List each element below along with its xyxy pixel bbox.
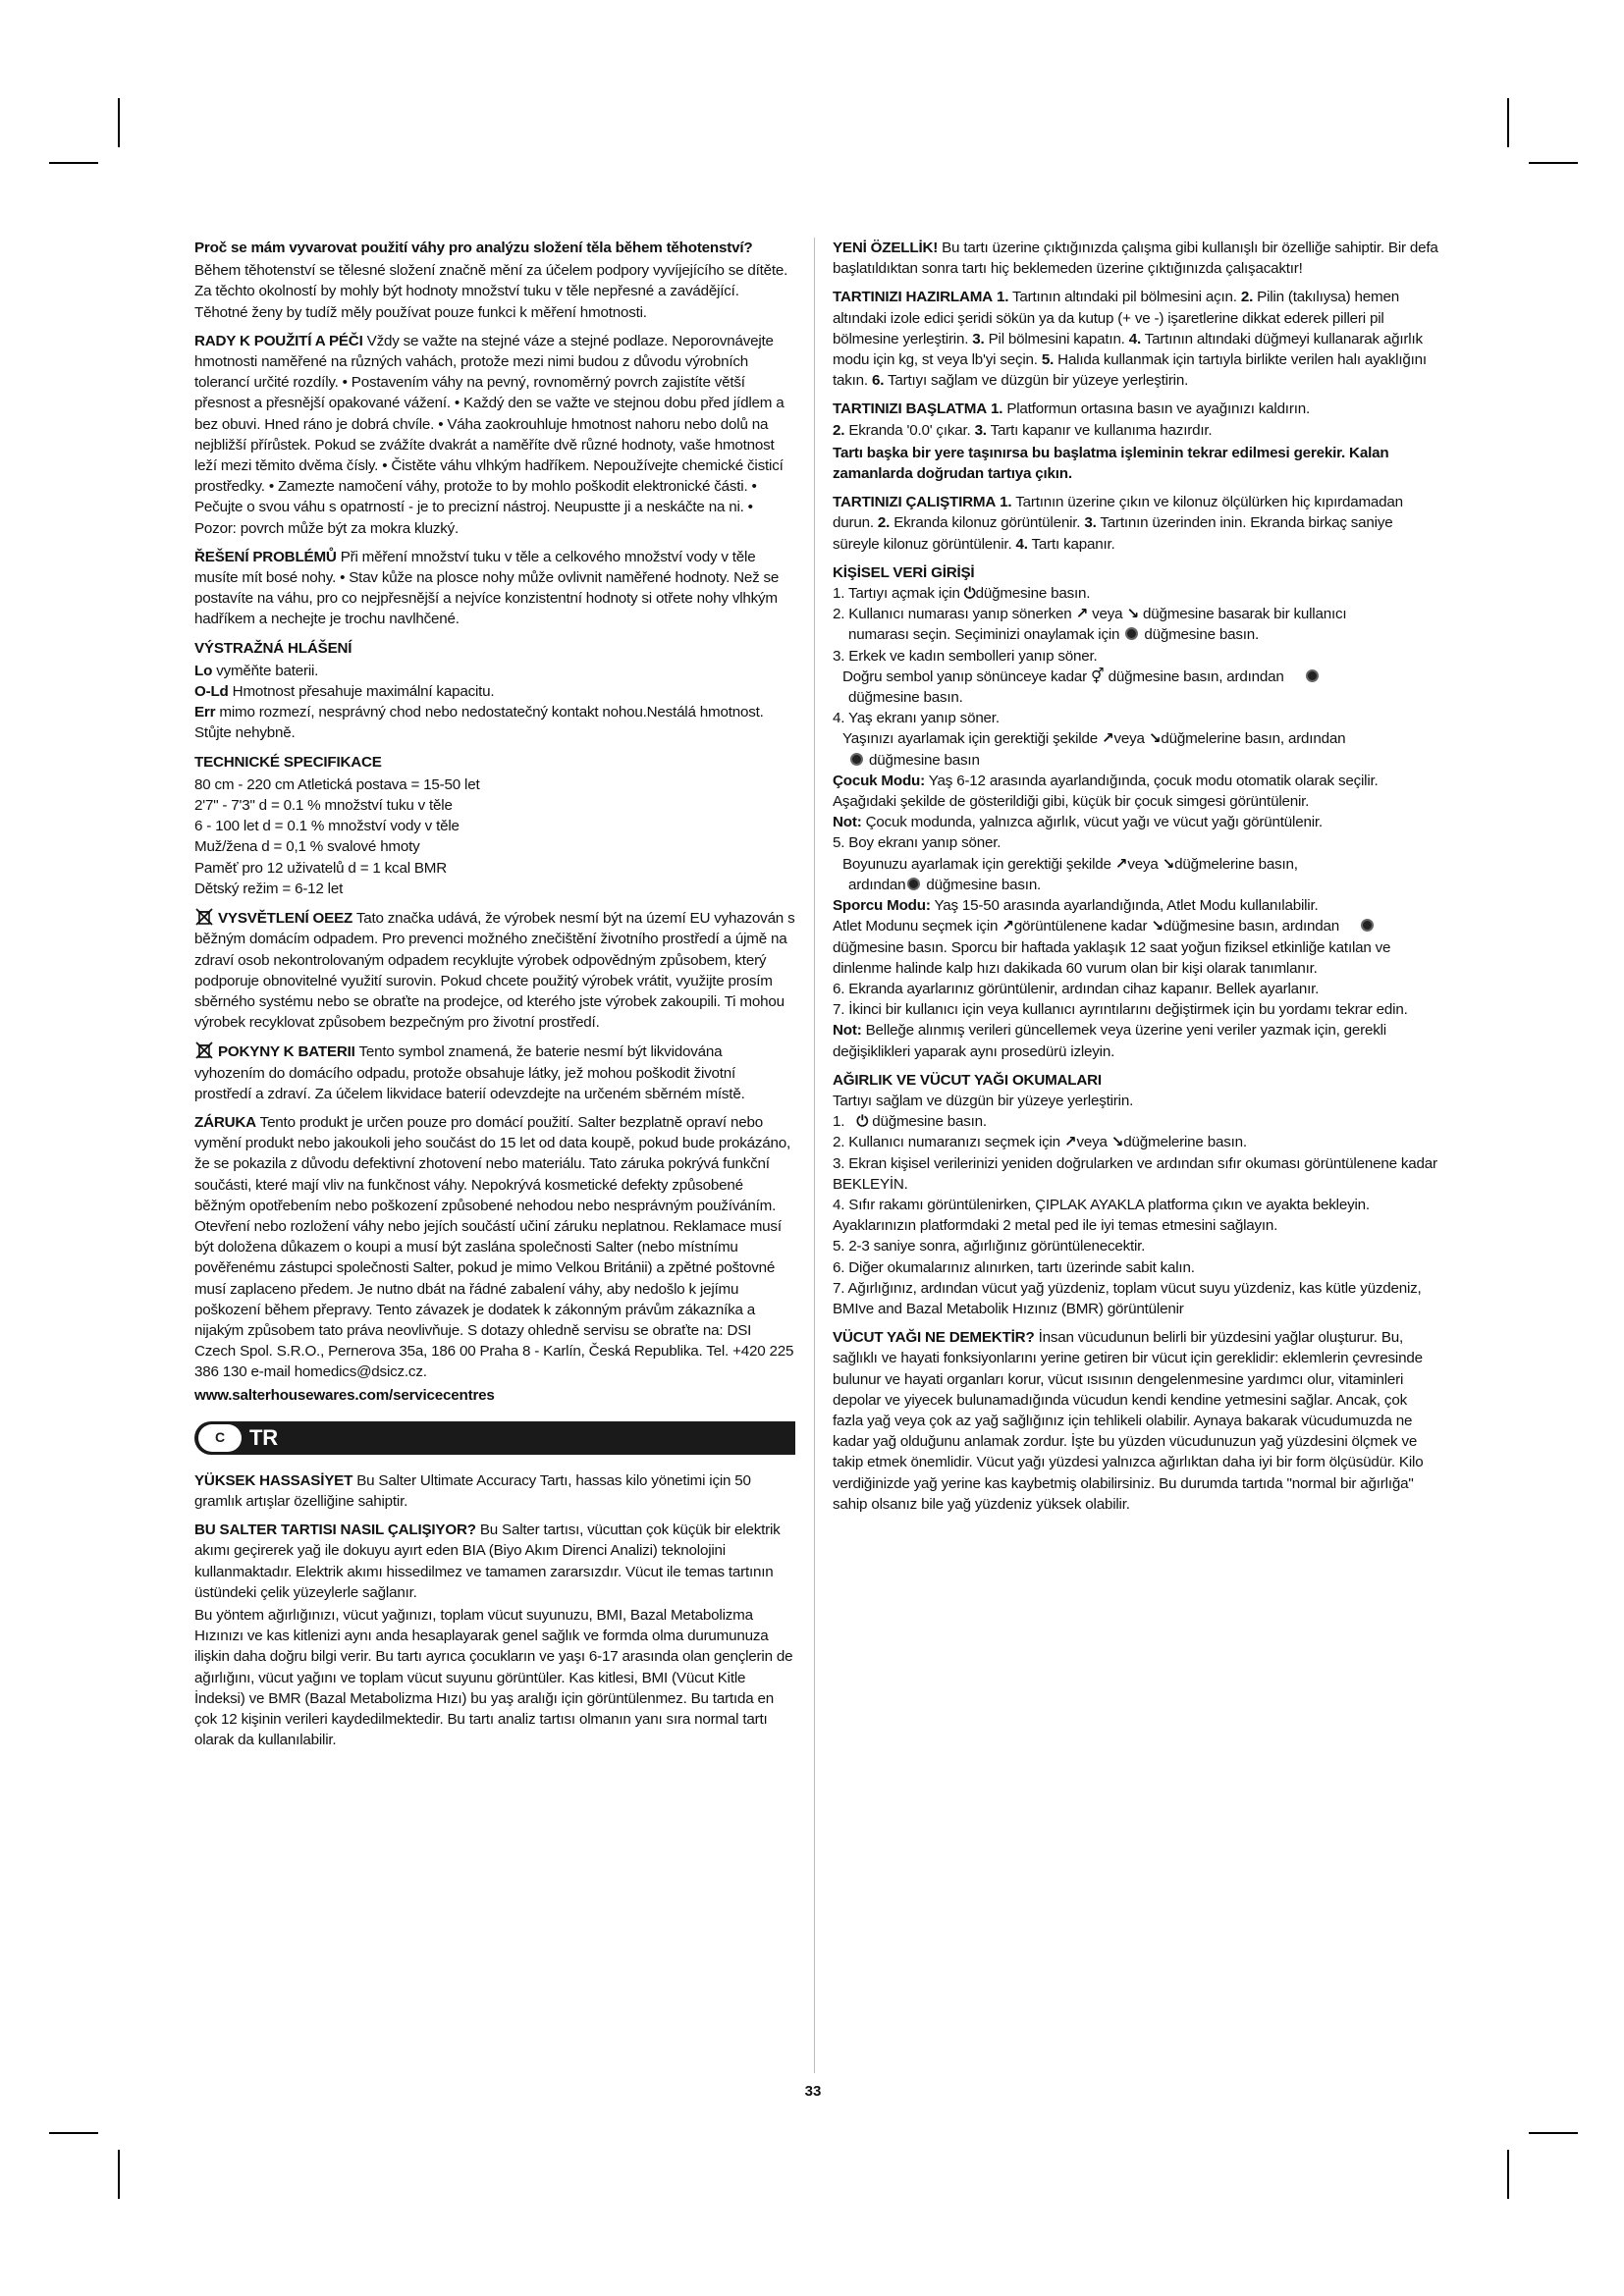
tr-personal-list xyxy=(833,583,1441,771)
personal-step: 3. Erkek ve kadın sembolleri yanıp söner. xyxy=(833,647,1098,665)
step-number: 2. xyxy=(833,421,845,439)
step-text: düğmelerine basın, ardından xyxy=(1161,730,1346,748)
step-number: 1. xyxy=(1000,494,1012,511)
tr-prep-heading: TARTINIZI HAZIRLAMA xyxy=(833,289,993,306)
step-number: 4. xyxy=(1015,535,1028,553)
step-text: 2. Kullanıcı numaranızı seçmek için xyxy=(833,1134,1060,1151)
child-text: Yaş 6-12 arasında ayarlandığında, çocuk modu otomatik olarak seçilir. Aşağıdaki şekilde de gösterildiği gibi, küçük bir çocuk simgesi görüntülenir. xyxy=(833,772,1379,811)
tr-method-text xyxy=(194,1605,795,1750)
tr-readings-heading: AĞIRLIK VE VÜCUT YAĞI OKUMALARI xyxy=(833,1071,1102,1089)
step-number: 1. xyxy=(996,289,1009,306)
set-button-icon xyxy=(1306,669,1319,682)
cz-warranty-section xyxy=(194,1112,795,1383)
readings-step: 6. Diğer okumalarınız alınırken, tartı üzerinde sabit kalın. xyxy=(833,1258,1195,1276)
cz-pregnancy-text: Během těhotenství se tělesné složení značně mění za účelem podpory vyvíjejícího se dítěte. Za těchto okolností by mohly být hodnoty množství tuku v těle nepřesné a zavádějící. Těhotné ženy by tudíž měly používat pouze funkci k měření hmotnosti. xyxy=(194,262,788,321)
step-text: düğmesine basın, ardından xyxy=(1108,667,1284,685)
step-text: Doğru sembol yanıp sönünceye kadar xyxy=(842,667,1088,685)
crop-mark xyxy=(118,2150,120,2199)
set-button-icon xyxy=(1125,627,1138,640)
step-number: 4. xyxy=(1128,330,1142,347)
cz-warranty-heading: ZÁRUKA xyxy=(194,1113,256,1131)
tr-new-heading: YENİ ÖZELLİK! xyxy=(833,240,939,256)
step-text: Yaşınızı ayarlamak için gerektiği şekilde xyxy=(842,730,1098,748)
crop-mark xyxy=(49,2132,98,2134)
right-column xyxy=(833,238,1441,1522)
step-text: veya xyxy=(1127,855,1159,873)
column-divider xyxy=(814,238,815,2073)
crossed-bin-icon xyxy=(194,1041,214,1060)
tr-new-section xyxy=(833,238,1441,279)
step-text: veya xyxy=(1076,1134,1108,1151)
step-text: 1. xyxy=(833,1113,845,1131)
step-text: düğmesine basın. xyxy=(926,876,1042,893)
personal-step xyxy=(833,604,1441,624)
personal-step-cont xyxy=(833,875,1441,895)
tr-start-section xyxy=(833,399,1441,440)
athlete-text: Yaş 15-50 arasında ayarlandığında, Atlet Modu kullanılabilir. xyxy=(934,897,1319,915)
athlete-label: Sporcu Modu: xyxy=(833,897,931,915)
step-text: düğmesine basarak bir kullanıcı xyxy=(1143,606,1347,623)
tr-new-text: Bu tartı üzerine çıktığınızda çalışma gibi kullanışlı bir özelliğe sahiptir. Bir defa başlatıldıktan sonra tartı hiç beklemeden üzerine çıktığınızda çalışacaktır! xyxy=(833,240,1438,278)
crop-mark xyxy=(49,162,98,164)
cz-weee-section xyxy=(194,907,795,1033)
personal-step-cont xyxy=(833,728,1441,749)
step-text: veya xyxy=(1113,730,1145,748)
spec-item: 80 cm - 220 cm Atletická postava = 15-50 let xyxy=(194,775,480,793)
step-text: Boyunuzu ayarlamak için gerektiği şekilde xyxy=(842,855,1111,873)
step-text: 1. Tartıyı açmak için xyxy=(833,585,960,603)
note-label: Not: xyxy=(833,1022,862,1040)
athlete-text: düğmesine basın. Sporcu bir haftada yaklaşık 12 saat yoğun fiziksel etkinliğe katılan ve dinlenme halinde kalp hızı dakikada 60 vurum olan bir kişi olarak tanımlanır. xyxy=(833,938,1391,977)
athlete-text: görüntülenene kadar xyxy=(1013,918,1148,935)
readings-step: 3. Ekran kişisel verilerinizi yeniden doğrularken ve ardından sıfır okuması görüntülenene kadar BEKLEYİN. xyxy=(833,1154,1437,1193)
crossed-bin-icon xyxy=(194,907,214,927)
warning-code: Err xyxy=(194,704,216,721)
step-text: düğmelerine basın, xyxy=(1174,855,1298,873)
warning-item xyxy=(194,702,795,743)
note-text: Çocuk modunda, yalnızca ağırlık, vücut yağı ve vücut yağı görüntülenir. xyxy=(865,814,1323,831)
tr-how-heading: BU SALTER TARTISI NASIL ÇALIŞIYOR? xyxy=(194,1522,476,1539)
step-text: Tartının üzerinden inin. Ekranda birkaç saniye süreyle kilonuz görüntülenir. xyxy=(833,514,1393,553)
up-arrow-icon: ↗ xyxy=(1075,606,1089,623)
personal-step-cont xyxy=(833,854,1441,875)
note-text: Belleğe alınmış verileri güncellemek veya üzerine yeni veriler yazmak için, gerekli değişiklikleri yaparak aynı prosedürü izleyin. xyxy=(833,1022,1386,1060)
down-arrow-icon: ↘ xyxy=(1148,730,1162,748)
child-label: Çocuk Modu: xyxy=(833,772,925,789)
tr-prep-section xyxy=(833,287,1441,391)
tr-precision-text: Bu Salter Ultimate Accuracy Tartı, hassas kilo yönetimi için 50 gramlık artışlar özelliğine sahiptir. xyxy=(194,1471,751,1510)
cz-battery-section xyxy=(194,1041,795,1104)
personal-step: 5. Boy ekranı yanıp söner. xyxy=(833,834,1001,852)
crop-mark xyxy=(1529,162,1578,164)
step-text: Ekranda '0.0' çıkar. xyxy=(848,421,971,439)
step-text: 2. Kullanıcı numarası yanıp sönerken xyxy=(833,606,1072,623)
spec-item: Muž/žena d = 0,1 % svalové hmoty xyxy=(194,838,420,856)
spec-item: 2'7" - 7'3" d = 0.1 % množství tuku v těle xyxy=(194,797,453,815)
step-text: düğmesine basın. xyxy=(975,585,1091,603)
up-arrow-icon: ↗ xyxy=(1063,1134,1077,1151)
crop-mark xyxy=(1507,2150,1509,2199)
warning-code: O-Ld xyxy=(194,683,229,701)
step-text: Pilin (takılıysa) hemen altındaki izole edici şeridi sökün ya da kutup (+ ve -) işaretlerine dikkat ederek pilleri pil bölmesine yerleştirin. xyxy=(833,289,1399,347)
note-label: Not: xyxy=(833,814,862,831)
step-text: düğmesine basın. xyxy=(872,1113,987,1131)
step-number: 3. xyxy=(974,421,987,439)
warning-item xyxy=(194,661,795,681)
power-icon: ⏻ xyxy=(963,585,976,603)
step-text: Tartı kapanır ve kullanıma hazırdır. xyxy=(990,421,1213,439)
crop-mark xyxy=(1529,2132,1578,2134)
down-arrow-icon: ↘ xyxy=(1110,1134,1124,1151)
athlete-text: Atlet Modunu seçmek için xyxy=(833,918,999,935)
athlete-text: düğmesine basın, ardından xyxy=(1163,918,1339,935)
step-number: 2. xyxy=(877,514,891,532)
tr-start-heading: TARTINIZI BAŞLATMA xyxy=(833,400,987,418)
personal-step-cont xyxy=(833,667,1441,687)
tr-child-mode xyxy=(833,771,1441,812)
step-number: 3. xyxy=(972,330,985,347)
step-text: düğmelerine basın. xyxy=(1123,1134,1247,1151)
readings-step xyxy=(833,1111,1441,1132)
cz-specs-list xyxy=(194,774,795,899)
cz-battery-text: Tento symbol znamená, že baterie nesmí být likvidována vyhozením do domácího odpadu, protože obsahuje látky, jež mohou poškodit životní prostředí a zdraví. Za účelem likvidace baterií odevzdejte na určeném sběrném místě. xyxy=(194,1043,745,1102)
tr-precision-heading: YÜKSEK HASSASİYET xyxy=(194,1471,353,1489)
readings-step: 7. Ağırlığınız, ardından vücut yağ yüzdeniz, toplam vücut suyu yüzdeniz, kas kütle yüzdeniz, BMIve and Bazal Metabolik Hızınız (BMR) görüntülenir xyxy=(833,1279,1422,1317)
step-text: Pil bölmesini kapatın. xyxy=(988,330,1125,347)
tr-run-section xyxy=(833,492,1441,555)
service-url[interactable]: www.salterhousewares.com/servicecentres xyxy=(194,1386,495,1404)
personal-step: 7. İkinci bir kullanıcı için veya kullanıcı ayrıntılarını değiştirmek için bu yordamı tekrar edin. xyxy=(833,1001,1408,1019)
warning-text: vyměňte baterii. xyxy=(216,662,319,679)
gender-icon: ⚥ xyxy=(1091,667,1105,685)
spec-item: Dětský režim = 6-12 let xyxy=(194,880,344,897)
power-icon: ⏻ xyxy=(856,1113,869,1131)
crop-mark xyxy=(118,98,120,147)
step-text: Tartıyı sağlam ve düzgün bir yüzeye yerleştirin. xyxy=(888,372,1189,390)
tr-how-text: Bu Salter tartısı, vücuttan çok küçük bir elektrik akımı geçirerek yağ ile dokuyu ayırt eden BIA (Biyo Akım Direnci Analizi) teknolojini kullanmaktadır. Elektrik akımı hissedilmez ve tamamen zararsızdır. Vücut ile temas tartının üstündeki çelik yüzeylerle sağlanır. xyxy=(194,1522,781,1601)
page-number: 33 xyxy=(804,2083,822,2100)
down-arrow-icon: ↘ xyxy=(1126,606,1139,623)
step-number: 2. xyxy=(1240,289,1254,306)
tr-note1 xyxy=(833,812,1441,832)
crop-mark xyxy=(1507,98,1509,147)
step-text: numarası seçin. Seçiminizi onaylamak için xyxy=(848,626,1120,644)
personal-step: 6. Ekranda ayarlarınız görüntülenir, ardından cihaz kapanır. Bellek ayarlanır. xyxy=(833,980,1320,997)
step-number: 1. xyxy=(991,400,1003,418)
step-text: ardından xyxy=(848,876,906,893)
tr-fat-text: İnsan vücudunun belirli bir yüzdesini yağlar oluşturur. Bu, sağlıklı ve hayati fonksiyonlarını yerine getiren bir vücut için gereklidir: eklemlerin çevresinde bulunur ve hayati organları korur, vücut ısısının dengelenmesine yardımcı olur, vitaminleri depolar ve yiyecek bulunamadığında vücudun kendi kendine yetmesini sağlar. Ancak, çok fazla yağ veya çok az yağ sağlığınız için tehlikeli olabilir. Aynaya bakarak vücudumuzda ne kadar yağ olduğunu anlamak zordur. İşte bu yüzden vücudunuzun yağ yüzdesini ölçmek ve takip etmek önemlidir. Vücut yağı yüzdesi yalnızca ağırlıktan daha iyi bir form ölçüsüdür. Kilo verdiğinizde yağ yerine kas kaybetmiş olabilirsiniz. Bu durumda tartıda "normal bir ağırlığa" sahip olsanız bile yağ yüzdeniz yüksek olabilir. xyxy=(833,1329,1424,1513)
cz-warranty-text: Tento produkt je určen pouze pro domácí použití. Salter bezplatně opraví nebo vymění produkt nebo jakoukoli jeho součást do 15 let od data koupě, pokud bude prokázáno, že se pokazila z důvodu defektivní zhotovení nebo materiálu. Tato záruka pokrývá funkční součásti, které mají vliv na funkčnost váhy. Nepokrývá kosmetické defekty způsobené běžným opotřebením nebo poškození způsobené nehodou nebo nesprávným používáním. Otevření nebo rozložení váhy nebo jejích součástí učiní záruku neplatnou. Reklamace musí být doložena důkazem o koupi a musí být zaslána společnosti Salter (nebo místnímu pověřenému zástupci společnosti Salter, pokud je mimo Velkou Británii) a zpětné poštovné musí zaplaceno předem. Je nutno dbát na řádné zabalení váhy, aby nedošlo k jejímu poškození během přepravy. Tento závazek je dodatek k zákonným právům zákazníka a nijakým způsobem tato práva neovlivňuje. S dotazy ohledně servisu se obraťte na: DSI Czech Spol. S.R.O., Pernerova 35a, 186 00 Praha 8 - Karlín, Česká Republika. Tel. +420 225 386 130 e-mail homedics@dsicz.cz. xyxy=(194,1113,794,1381)
tr-how-section xyxy=(194,1520,795,1603)
up-arrow-icon: ↗ xyxy=(1114,855,1128,873)
set-button-icon xyxy=(850,753,863,766)
cz-pregnancy-heading: Proč se mám vyvarovat použití váhy pro analýzu složení těla během těhotenství? xyxy=(194,240,753,256)
cz-weee-heading: VYSVĚTLENÍ OEEZ xyxy=(218,910,353,928)
tr-personal-list-3 xyxy=(833,979,1441,1020)
tr-personal-heading: KİŞİSEL VERİ GİRİŞİ xyxy=(833,563,975,581)
left-column xyxy=(194,238,795,1750)
step-number: 6. xyxy=(871,372,885,390)
cz-tips-text: Vždy se važte na stejné váze a stejné podlaze. Neporovnávejte hmotnosti naměřené na různých vahách, protože mezi nimi budou z důvodu výrobních tolerancí určité rozdíly. • Postavením váhy na pevný, rovnoměrný povrch zajistíte větší přesnost a přesnější opakované vážení. • Každý den se važte ve stejnou dobu před jídlem a bez obuvi. Hned ráno je dobrá chvíle. • Váha zaokrouhluje hmotnost nahoru nebo dolů na nejbližší přírůstek. Pokud se zvážíte dvakrát a naměříte dvě různé hodnoty, vaše hmotnost leží mezi těmito dvěma čísly. • Čistěte váhu vlhkým hadříkem. Nepoužívejte chemické čisticí prostředky. • Zamezte namočení váhy, protože to by mohlo poškodit elektronické části. • Pečujte o svou váhu s opatrností - je to precizní nástroj. Neupustte ji a neskáčte na ni. • Pozor: povrch může být za mokra kluzký. xyxy=(194,332,785,537)
tr-note2 xyxy=(833,1020,1441,1061)
cz-problems-section xyxy=(194,547,795,630)
step-text: Platformun ortasına basın ve ayağınızı kaldırın. xyxy=(1006,400,1310,418)
tr-athlete-mode xyxy=(833,895,1441,979)
warning-text: mimo rozmezí, nesprávný chod nebo nedostatečný kontakt nohou.Nestálá hmotnost. Stůjte nehybně. xyxy=(194,704,764,742)
warning-item xyxy=(194,681,795,702)
step-text: Tartının altındaki pil bölmesini açın. xyxy=(1012,289,1237,306)
cz-warnings-list xyxy=(194,661,795,744)
up-arrow-icon: ↗ xyxy=(1101,730,1114,748)
step-text: Halıda kullanmak için tartıyla birlikte verilen halı ayaklığını takın. xyxy=(833,351,1427,390)
readings-intro: Tartıyı sağlam ve düzgün bir yüzeye yerleştirin. xyxy=(833,1092,1134,1109)
set-button-icon xyxy=(907,878,920,890)
warning-text: Hmotnost přesahuje maximální kapacitu. xyxy=(232,683,495,701)
language-circle-icon: C xyxy=(198,1424,242,1452)
tr-fat-section xyxy=(833,1327,1441,1515)
personal-step: 4. Yaş ekranı yanıp söner. xyxy=(833,710,1000,727)
personal-step-cont xyxy=(833,750,1441,771)
personal-step-cont: düğmesine basın. xyxy=(848,689,963,707)
set-button-icon xyxy=(1361,919,1374,932)
personal-step xyxy=(833,583,1441,604)
cz-weee-text: Tato značka udává, že výrobek nesmí být na území EU vyhazován s běžným domácím odpadem. Pro prevenci možného znečištění životního prostředí a újmě na zdraví osob nekontrolovaným odpadem recyklujte výrobek odpovědným způsobem, který podporuje obnovitelné využití surovin. Pokud chcete použitý výrobek vrátit, využijte prosím sběrného systému nebo se obraťte na prodejce, od kterého jste výrobek zakoupili. Ti mohou výrobek recyklovat způsobem bezpečným pro životní prostředí. xyxy=(194,910,795,1032)
athlete-icon: ↗ xyxy=(1001,918,1014,935)
spec-item: 6 - 100 let d = 0.1 % množství vody v těle xyxy=(194,818,460,835)
personal-step-cont xyxy=(833,624,1441,645)
step-text: Ekranda kilonuz görüntülenir. xyxy=(893,514,1081,532)
cz-problems-heading: ŘEŠENÍ PROBLÉMŮ xyxy=(194,548,337,565)
down-arrow-icon: ↘ xyxy=(1151,918,1164,935)
warning-code: Lo xyxy=(194,662,213,679)
tr-fat-heading: VÜCUT YAĞI NE DEMEKTİR? xyxy=(833,1329,1035,1347)
tr-run-heading: TARTINIZI ÇALIŞTIRMA xyxy=(833,494,997,511)
tr-method-span: Bu yöntem ağırlığınızı, vücut yağınızı, toplam vücut suyunuzu, BMI, Bazal Metabolizma Hızınızı ve kas kitlenizi aynı anda hesaplayarak genel sağlık ve formda olma durumunuza ilişkin daha doğru bilgi verir. Bu tartı ayrıca çocukların ve yaşı 6-17 arasında olan gençlerin de ağırlığını, vücut yağını ve toplam vücut suyunu görüntüler. Kas kitlesi, BMI (Vücut Kitle İndeksi) ve BMR (Bazal Metabolizma Hızı) bu yaş aralığı için görüntülenmez. Bu tartıda en çok 12 kişinin verileri kaydedilmektedir. Bu tartı analiz tartısı olmanın yanı sıra normal tartı olarak da kullanılabilir. xyxy=(194,1606,793,1749)
language-code: TR xyxy=(249,1425,278,1451)
cz-problems-text: Při měření množství tuku v těle a celkového množství vody v těle musíte mít bosé nohy. • Stav kůže na plosce nohy může ovlivnit naměřené hodnoty. Než se postavíte na váhu, pro co nejpřesnější a nejvíce konzistentní hodnoty si otřete nohy vlhkým hadříkem a nechejte je trochu navlhčené. xyxy=(194,548,780,628)
step-number: 5. xyxy=(1041,351,1055,369)
down-arrow-icon: ↘ xyxy=(1162,855,1175,873)
cz-tips-heading: RADY K POUŽITÍ A PÉČI xyxy=(194,332,363,349)
spec-item: Paměť pro 12 uživatelů d = 1 kcal BMR xyxy=(194,859,448,877)
cz-battery-heading: POKYNY K BATERII xyxy=(218,1043,355,1061)
step-text: veya xyxy=(1092,606,1123,623)
tr-precision-section xyxy=(194,1470,795,1512)
cz-tips-section xyxy=(194,331,795,539)
language-bar-tr xyxy=(194,1421,795,1455)
tr-start-note: Tartı başka bir yere taşınırsa bu başlatma işleminin tekrar edilmesi gerekir. Kalan zamanlarda doğrudan tartıya çıkın. xyxy=(833,444,1389,483)
readings-step: 5. 2-3 saniye sonra, ağırlığınız görüntülenecektir. xyxy=(833,1238,1146,1255)
tr-personal-list-2 xyxy=(833,832,1441,895)
readings-step xyxy=(833,1132,1441,1152)
cz-warnings-heading: VÝSTRAŽNÁ HLÁŠENÍ xyxy=(194,639,352,657)
step-text: Tartının üzerine çıkın ve kilonuz ölçülürken hiç kıpırdamadan durun. xyxy=(833,494,1403,532)
tr-readings-list xyxy=(833,1091,1441,1319)
step-number: 3. xyxy=(1084,514,1097,532)
cz-specs-heading: TECHNICKÉ SPECIFIKACE xyxy=(194,753,382,771)
step-text: Tartı kapanır. xyxy=(1031,535,1115,553)
step-text: düğmesine basın. xyxy=(1144,626,1260,644)
step-text: düğmesine basın xyxy=(869,751,980,769)
readings-step: 4. Sıfır rakamı görüntülenirken, ÇIPLAK AYAKLA platforma çıkın ve ayakta bekleyin. Ayaklarınızın platformdaki 2 metal ped ile iyi temas etmesini sağlayın. xyxy=(833,1196,1370,1235)
step-text: Tartının altındaki düğmeyi kullanarak ağırlık modu için kg, st veya lb'yi seçin. xyxy=(833,330,1423,369)
